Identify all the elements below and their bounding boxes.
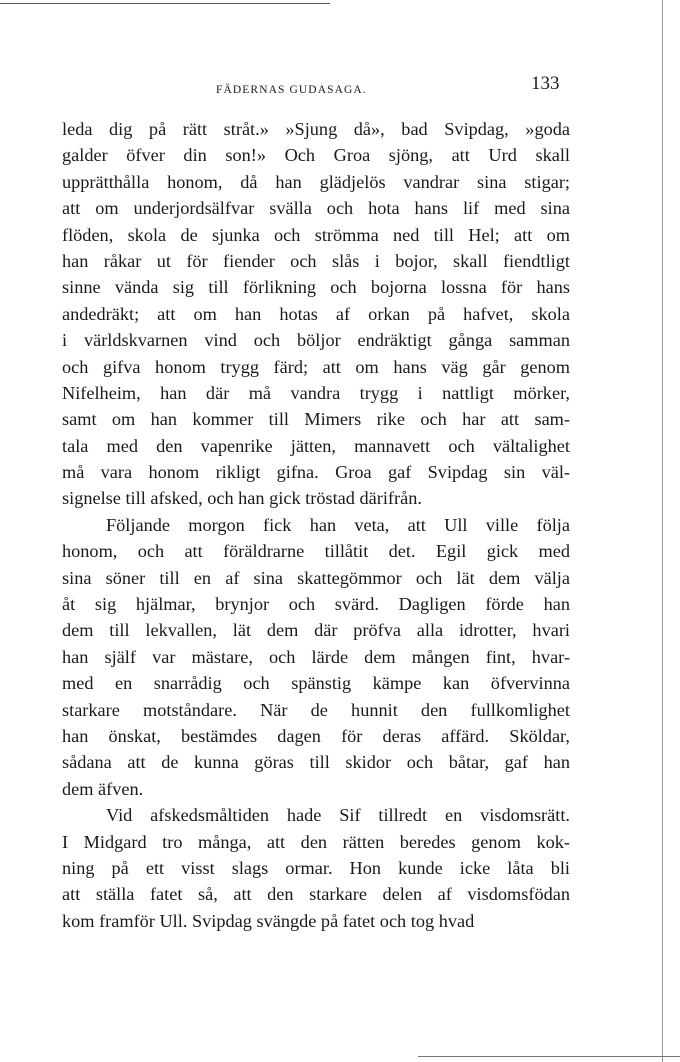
body-text bbox=[62, 116, 570, 934]
text-line: flöden, skola de sjunka och strömma ned till Hel; att om bbox=[62, 224, 570, 245]
text-line: att om underjordsälfvar svälla och hota hans lif med sina bbox=[62, 198, 570, 219]
right-margin-rule bbox=[662, 0, 663, 1062]
page-header bbox=[0, 0, 680, 110]
running-head: FÄDERNAS GUDASAGA. bbox=[216, 84, 367, 96]
text-line: kom framför Ull. Svipdag svängde på fatet och tog hvad bbox=[62, 910, 475, 931]
text-line: upprätthålla honom, då han glädjelös vandrar sina stigar; bbox=[62, 171, 570, 192]
text-line: leda dig på rätt stråt.» »Sjung då», bad Svipdag, »goda bbox=[62, 119, 570, 139]
text-line: dem till lekvallen, lät dem där pröfva alla idrotter, hvari bbox=[62, 620, 570, 641]
bottom-border-rule bbox=[418, 1056, 680, 1057]
text-line: dem äfven. bbox=[62, 778, 144, 799]
text-line: signelse till afsked, och han gick tröstad därifrån. bbox=[62, 488, 422, 509]
text-line: andedräkt; att om han hotas af orkan på hafvet, skola bbox=[62, 303, 570, 324]
paragraph bbox=[62, 512, 570, 802]
text-line: åt sig hjälmar, brynjor och svärd. Dagligen förde han bbox=[62, 594, 570, 615]
text-line: sinne vända sig till förlikning och bojorna lossna för hans bbox=[62, 277, 570, 298]
text-line: Vid afskedsmåltiden hade Sif tillredt en visdomsrätt. bbox=[106, 805, 570, 826]
text-line: I Midgard tro många, att den rätten beredes genom kok- bbox=[62, 831, 570, 852]
text-line: han råkar ut för fiender och slås i bojor, skall fiendtligt bbox=[62, 250, 570, 271]
text-line: han önskat, bestämdes dagen för deras affärd. Sköldar, bbox=[62, 725, 570, 746]
text-line: honom, och att föräldrarne tillåtit det. Egil gick med bbox=[62, 541, 570, 562]
text-line: han själf var mästare, och lärde dem mången fint, hvar- bbox=[62, 646, 570, 667]
text-line: Följande morgon fick han veta, att Ull ville följa bbox=[106, 514, 570, 535]
text-line: med en snarrådig och spänstig kämpe kan öfvervinna bbox=[62, 673, 570, 694]
text-line: samt om han kommer till Mimers rike och har att sam- bbox=[62, 409, 570, 430]
text-line: starkare motståndare. När de hunnit den fullkomlighet bbox=[62, 699, 570, 720]
text-line: ning på ett visst slags ormar. Hon kunde icke låta bli bbox=[62, 857, 570, 878]
text-line: tala med den vapenrike jätten, mannavett och vältalighet bbox=[62, 435, 570, 456]
text-line: att ställa fatet så, att den starkare delen af visdomsfödan bbox=[62, 884, 570, 905]
paragraph bbox=[62, 116, 570, 512]
text-line: och gifva honom trygg färd; att om hans väg går genom bbox=[62, 356, 570, 377]
text-line: må vara honom rikligt gifna. Groa gaf Svipdag sin väl- bbox=[62, 462, 570, 483]
text-line: Nifelheim, han där må vandra trygg i nattligt mörker, bbox=[62, 382, 570, 403]
text-line: i världskvarnen vind och böljor endräktigt gånga samman bbox=[62, 330, 570, 351]
text-line: sådana att de kunna göras till skidor och båtar, gaf han bbox=[62, 752, 570, 773]
text-line: sina söner till en af sina skattegömmor och lät dem välja bbox=[62, 567, 570, 588]
paragraph bbox=[62, 802, 570, 934]
text-line: galder öfver din son!» Och Groa sjöng, att Urd skall bbox=[62, 145, 570, 166]
page-number: 133 bbox=[531, 73, 560, 94]
